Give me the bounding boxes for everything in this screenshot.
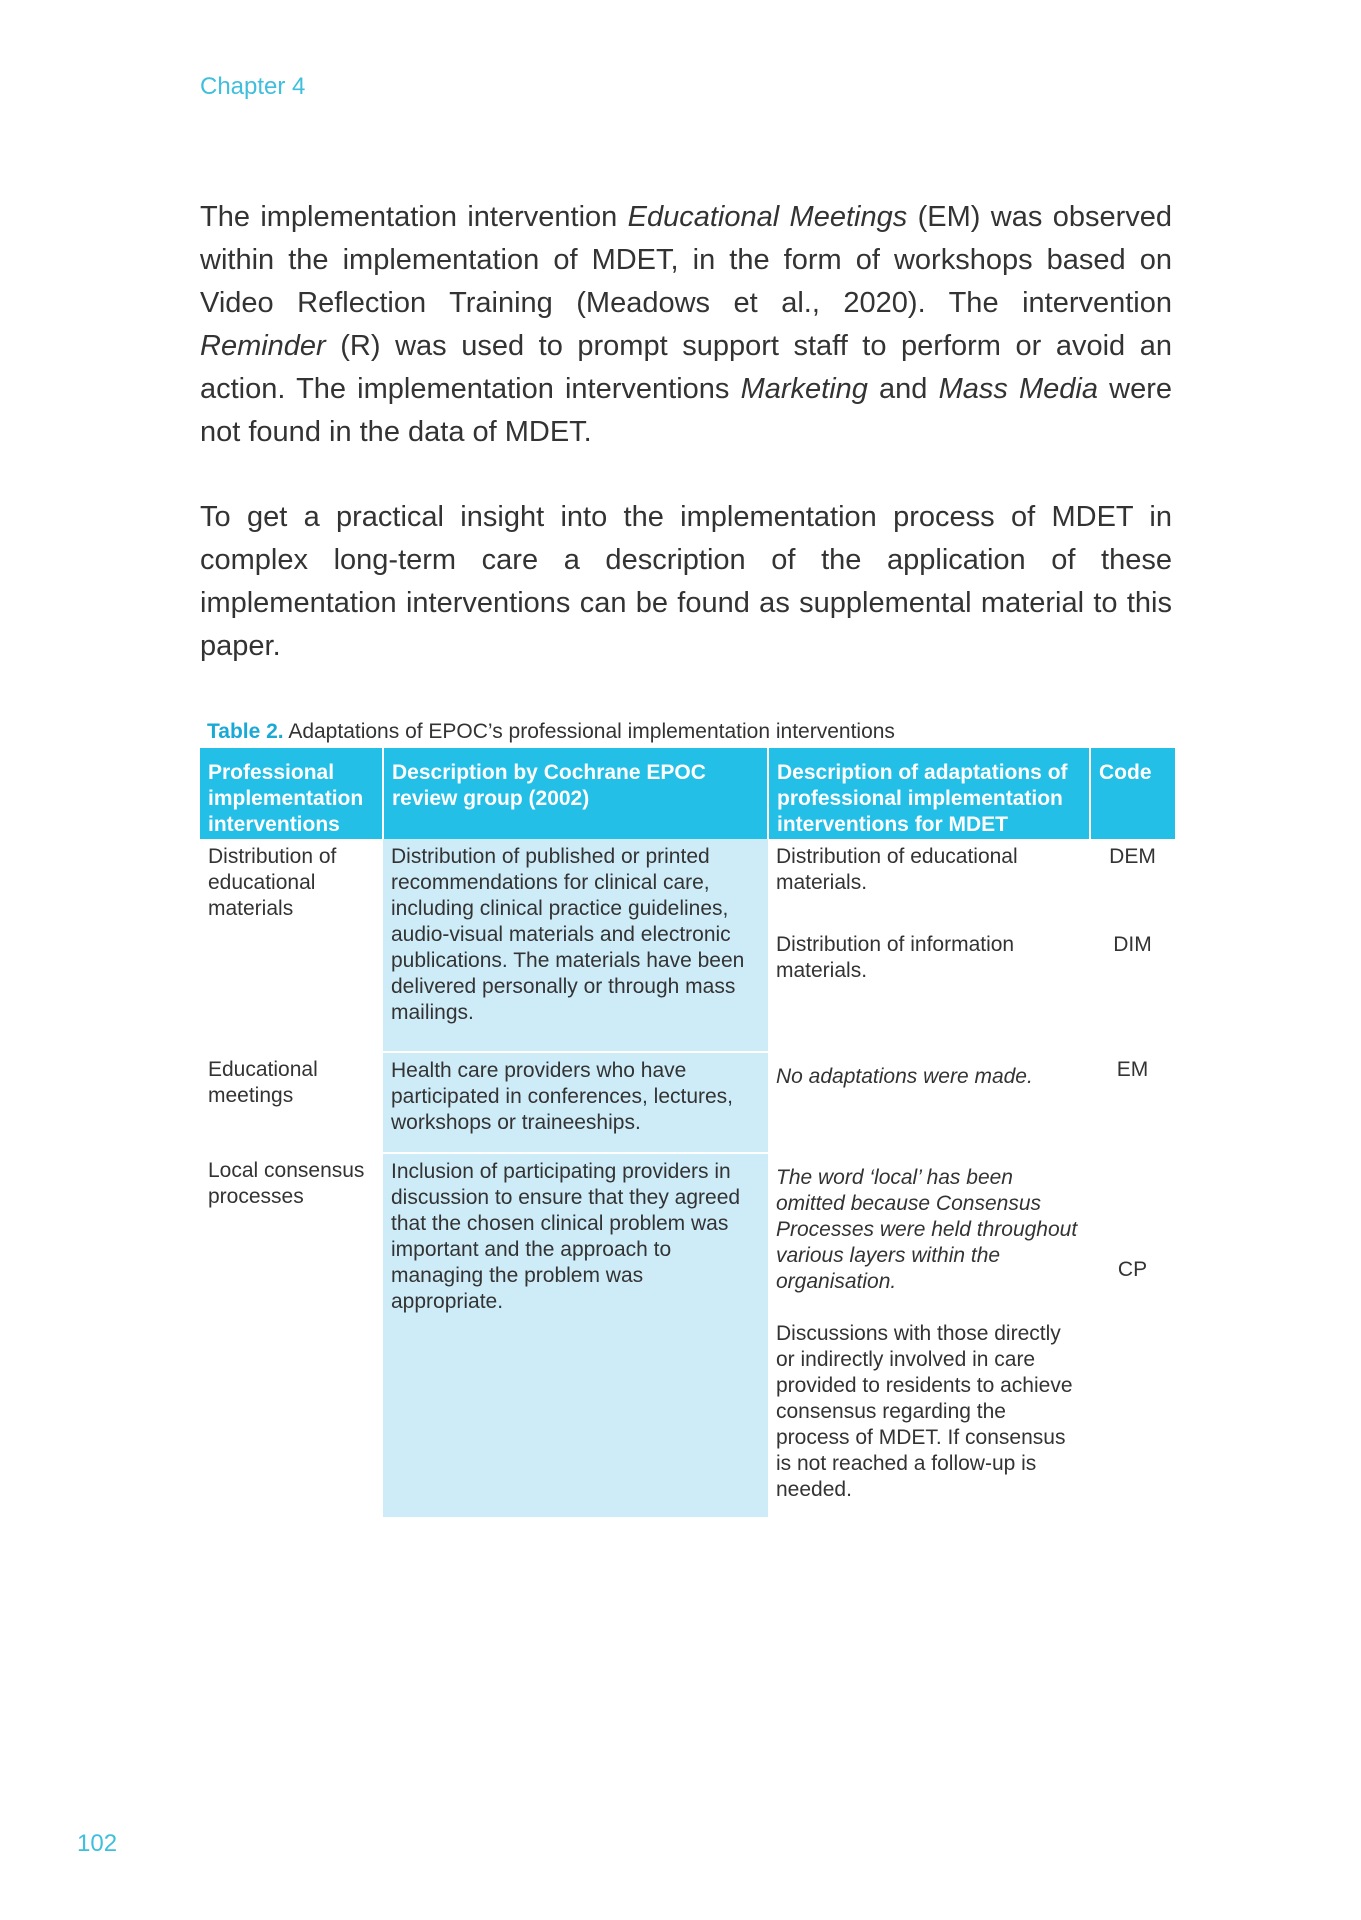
code-dim: DIM bbox=[1113, 933, 1152, 956]
table-row bbox=[200, 1052, 1175, 1153]
table-label: Table 2. bbox=[207, 720, 284, 743]
table-row bbox=[200, 839, 1175, 1052]
table-row bbox=[200, 1153, 1175, 1518]
header-code: Code bbox=[1090, 748, 1175, 839]
header-interventions: Professional implementation interventions bbox=[200, 748, 383, 839]
header-epoc-description: Description by Cochrane EPOC review group (2002) bbox=[383, 748, 768, 839]
adaptations-table bbox=[200, 748, 1175, 1519]
cell-intervention: Local consensus processes bbox=[208, 1159, 365, 1208]
adaptation-educational: Distribution of educational materials. bbox=[776, 845, 1018, 894]
chapter-label: Chapter 4 bbox=[200, 73, 306, 100]
header-adaptations: Description of adaptations of professional implementation interventions for MDET bbox=[768, 748, 1090, 839]
cell-code bbox=[1090, 1153, 1175, 1518]
page-number: 102 bbox=[77, 1830, 118, 1857]
adaptation-information: Distribution of information materials. bbox=[776, 933, 1015, 982]
cell-code bbox=[1090, 839, 1175, 1052]
cell-description: Health care providers who have participated in conferences, lectures, workshops or traineeships. bbox=[383, 1052, 768, 1153]
cell-description: Distribution of published or printed recommendations for clinical care, including clinical practice guidelines, audio-visual materials and electronic publications. The materials have been delivered personally or through mass mailings. bbox=[383, 839, 768, 1052]
table-caption: Table 2. Adaptations of EPOC’s professional implementation interventions bbox=[207, 720, 895, 743]
code-cp: CP bbox=[1117, 1258, 1148, 1281]
adaptation-none: No adaptations were made. bbox=[776, 1065, 1033, 1088]
cell-adaptation bbox=[768, 1153, 1090, 1518]
cell-code: EM bbox=[1116, 1058, 1149, 1081]
cell-intervention: Educational meetings bbox=[208, 1058, 318, 1107]
cell-adaptation bbox=[768, 839, 1090, 1052]
paragraph-interventions: The implementation intervention Educational Meetings (EM) was observed within the implementation of MDET, in the form of workshops based on Video Reflection Training (Meadows et al., 2020). The intervention Reminder (R) was used to prompt support staff to perform or avoid an action. The implementation interventions Marketing and Mass Media were not found in the data of MDET. bbox=[200, 201, 1173, 448]
cell-adaptation bbox=[768, 1052, 1090, 1153]
cell-intervention: Distribution of educational materials bbox=[208, 845, 337, 920]
paragraph-practical-insight: To get a practical insight into the implementation process of MDET in complex long-term care a description of the application of these implementation interventions can be found as supplemental material to this paper. bbox=[200, 501, 1172, 662]
cell-description: Inclusion of participating providers in discussion to ensure that they agreed that the chosen clinical problem was important and the approach to managing the problem was appropriate. bbox=[383, 1153, 768, 1518]
adaptation-discussions: Discussions with those directly or indirectly involved in care provided to residents to achieve consensus regarding the process of MDET. If consensus is not reached a follow-up is needed. bbox=[776, 1322, 1073, 1501]
code-dem: DEM bbox=[1109, 845, 1156, 868]
adaptation-local-omitted: The word ‘local’ has been omitted because Consensus Processes were held throughout various layers within the organisation. bbox=[776, 1166, 1078, 1293]
table-header-row bbox=[200, 748, 1175, 839]
